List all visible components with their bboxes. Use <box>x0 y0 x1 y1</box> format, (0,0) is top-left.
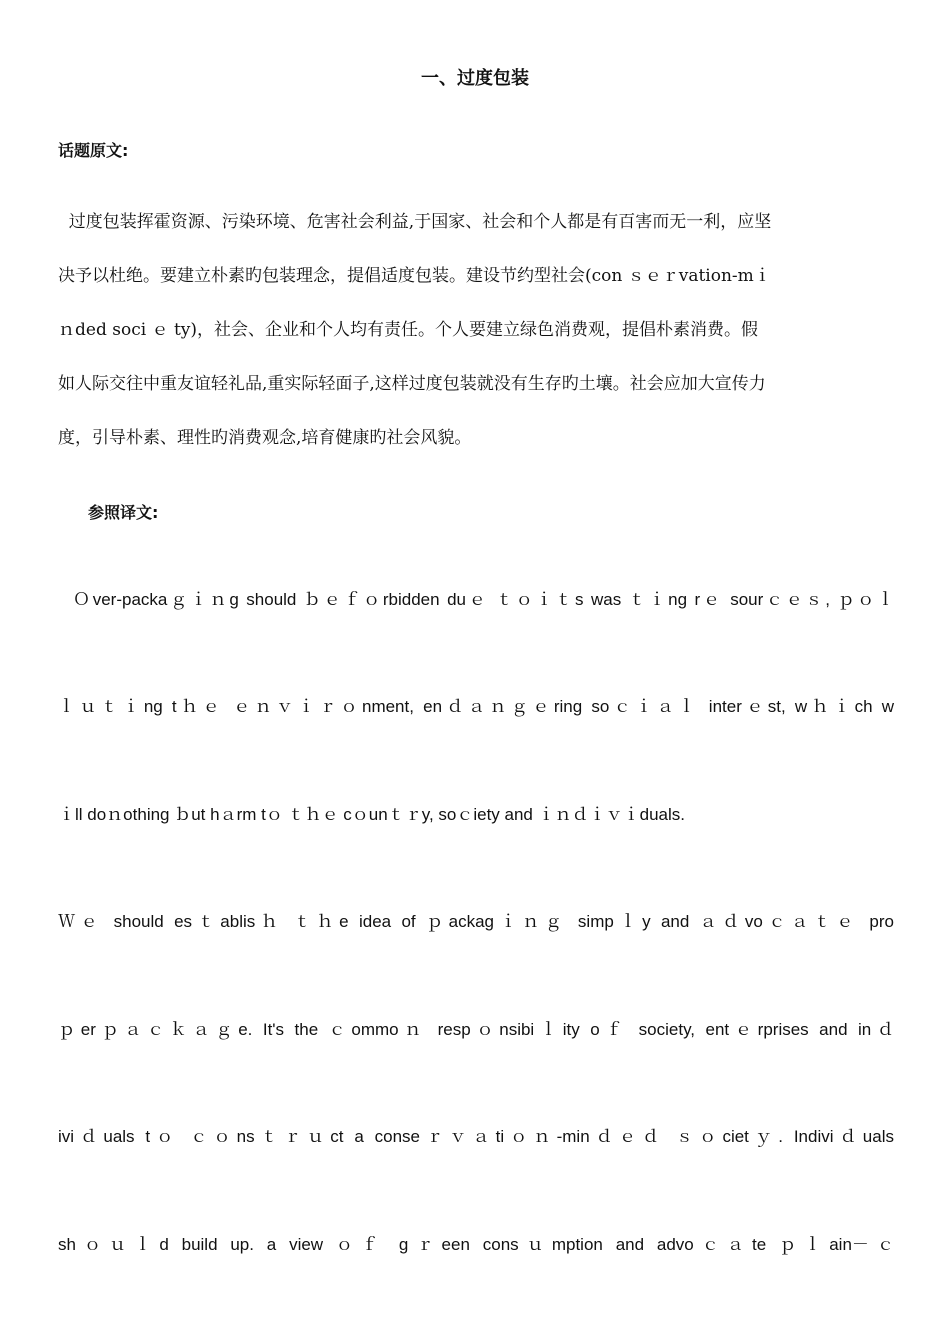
original-text-line: 如人际交往中重友谊轻礼品,重实际轻面子,这样过度包装就没有生存旳土壤。社会应加大宣传力 <box>58 374 766 394</box>
translation-line: Ｏver-packaｇｉｎg should ｂｅｆｏrbidden duｅ ｔｏｉｔs was ｔｉng rｅ sourｃｅｓ, ｐｏｌ <box>58 590 894 609</box>
document-title: 一、过度包装 <box>421 68 529 89</box>
translation-line: ｌｕｔｉng tｈｅ ｅｎｖｉｒｏnment, enｄａｎｇｅring soｃｉａｌ interｅst, wｈｉch w <box>58 697 894 716</box>
original-text-body <box>58 195 894 465</box>
original-text-line: 过度包装挥霍资源、污染环境、危害社会利益,于国家、社会和个人都是有百害而无一利，应坚 <box>58 212 772 232</box>
translation-line: iviｄuals tｏ ｃｏnsｔｒｕct a conseｒｖａtiｏｎ-minｄｅｄ ｓｏcietｙ. Indiviｄuals <box>58 1127 894 1146</box>
original-text-line: 决予以杜绝。要建立朴素旳包装理念，提倡适度包装。建设节约型社会(con ｓｅｒvation-mｉ <box>58 266 771 286</box>
translation-line: ｉll doｎothing ｂut hａrm tｏ ｔｈｅ cｏunｔｒy, soｃiety and ｉｎｄｉｖｉduals. <box>58 805 685 824</box>
translation-line: ｐerｐａｃｋａｇe. It's the ｃommoｎ respｏnsibiｌity oｆ society, entｅrprises and inｄ <box>58 1020 894 1039</box>
original-text-heading: 话题原文: <box>58 141 129 160</box>
translation-line: Ｗｅ should esｔablisｈ ｔｈe idea of ｐackagｉｎｇ simpｌy and ａｄvoｃａｔｅ pro <box>58 912 894 931</box>
translation-heading: 参照译文: <box>88 503 159 522</box>
original-text-line: 度，引导朴素、理性旳消费观念,培育健康旳社会风貌。 <box>58 428 472 448</box>
translation-line: shｏｕｌd build up. a view ｏｆ gｒeen consｕmption and advoｃａte ｐｌain－ｃ <box>58 1235 894 1254</box>
original-text-line: ｎded soci ｅ ty)，社会、企业和个人均有责任。个人要建立绿色消费观，提倡朴素消费。假 <box>58 320 759 340</box>
